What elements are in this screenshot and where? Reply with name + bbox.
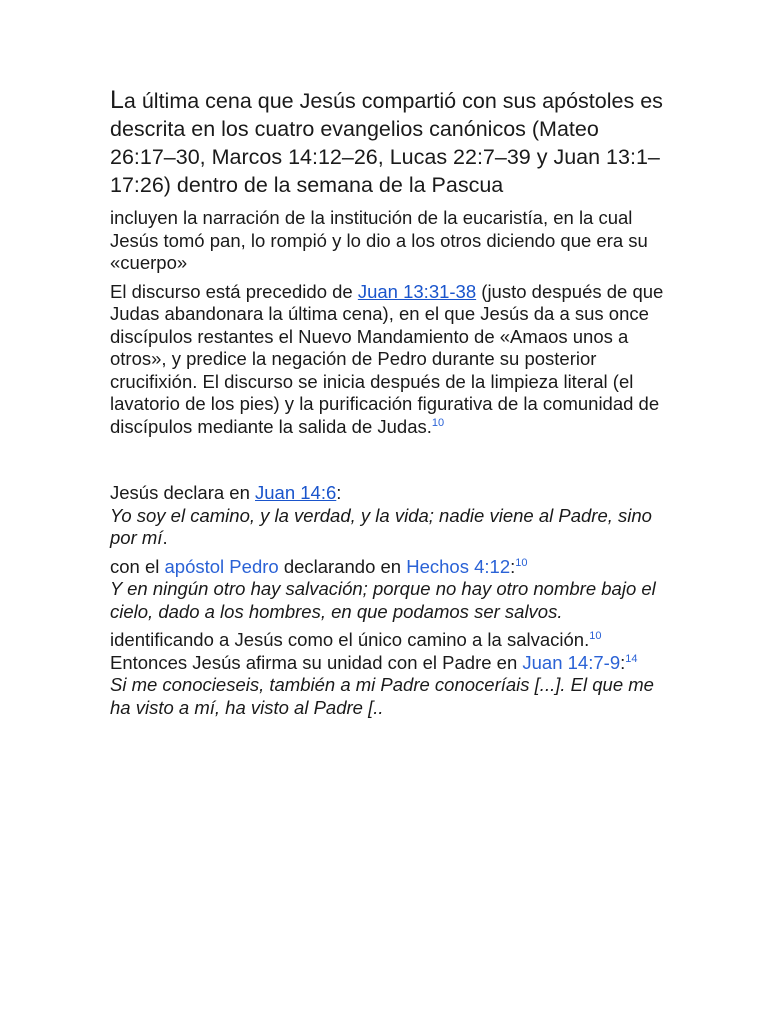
reference-14[interactable]: 14	[625, 652, 638, 665]
paragraph-eucharist: incluyen la narración de la institución de la eucaristía, en la cual Jesús tomó pan, lo rompió y lo dio a los otros diciendo que era su «cuerpo»	[110, 207, 648, 273]
colon-text: :	[620, 651, 626, 673]
declares-text: Jesús declara en	[110, 482, 256, 503]
paragraph-unity	[110, 629, 670, 719]
quote-hechos-4-12: Y en ningún otro hay salvación; porque no hay otro nombre bajo el cielo, dado a los hombres, en que podamos ser salvos.	[110, 578, 656, 622]
colon-text: :	[510, 555, 516, 577]
reference-10[interactable]: 10	[515, 556, 528, 569]
link-juan-13-31-38[interactable]: Juan 13:31-38	[357, 280, 477, 302]
document-page	[110, 86, 670, 725]
link-juan-14-6[interactable]: Juan 14:6	[255, 482, 337, 503]
colon-text: :	[336, 482, 342, 503]
link-apostol-pedro[interactable]: apóstol Pedro	[164, 555, 279, 577]
heading-text: a última cena que Jesús compartió con sus apóstoles es descrita en los cuatro evangelios canónicos (Mateo 26:17–30, Marcos 14:12–26, Lucas 22:7–39 y Juan 13:1–17:26) dentro de la semana de la Pascua	[110, 89, 663, 197]
discourse-text-after: (justo después de que Judas abandonara la última cena), en el que Jesús da a sus once discípulos restantes el Nuevo Mandamiento de «Amaos unos a otros», y predice la negación de Pedro durante su posterior crucifixión. El discurso se inicia después de la limpieza literal (el lavatorio de los pies) y la purificación figurativa de la comunidad de discípulos mediante la salida de Judas.	[110, 280, 664, 437]
paragraph-discourse	[110, 281, 670, 439]
quote-period: .	[162, 527, 168, 548]
reference-10[interactable]: 10	[431, 416, 445, 429]
heading-paragraph	[110, 86, 670, 199]
heading-first-letter: L	[110, 86, 124, 114]
with-text: con el	[110, 555, 165, 577]
paragraph-hechos	[110, 556, 670, 624]
quote-juan-14-7-9: Si me conocieseis, también a mi Padre conoceríais [...]. El que me ha visto a mí, ha visto al Padre [..	[110, 674, 654, 718]
identifying-text: identificando a Jesús como el único camino a la salvación.	[110, 629, 590, 650]
declaring-text: declarando en	[278, 555, 407, 577]
link-juan-14-7-9[interactable]: Juan 14:7-9	[522, 651, 621, 673]
discourse-text-before: El discurso está precedido de	[110, 280, 358, 302]
spacer	[110, 444, 670, 482]
reference-10[interactable]: 10	[589, 629, 602, 642]
unity-text: Entonces Jesús afirma su unidad con el Padre en	[110, 651, 523, 673]
quote-juan-14-6: Yo soy el camino, y la verdad, y la vida; nadie viene al Padre, sino por mí	[110, 504, 652, 548]
link-hechos-4-12[interactable]: Hechos 4:12	[406, 555, 511, 577]
paragraph-juan-14-6	[110, 482, 670, 550]
